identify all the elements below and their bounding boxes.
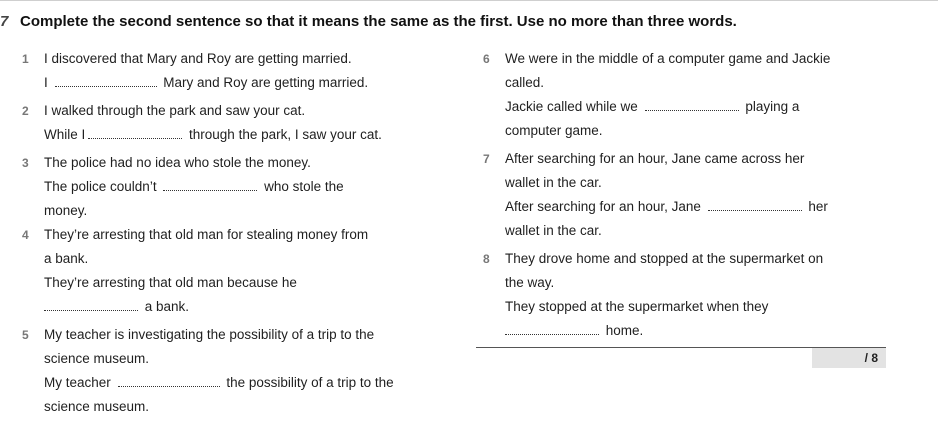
item-number: 5	[22, 328, 29, 342]
left-column	[22, 47, 442, 419]
second-sentence: They’re arresting that old man because he	[44, 275, 297, 290]
second-sentence-continued	[505, 319, 893, 343]
first-sentence-continued: wallet in the car.	[505, 175, 602, 190]
item-number: 8	[483, 252, 490, 266]
answer-blank[interactable]	[118, 373, 220, 387]
second-sentence-continued: wallet in the car.	[505, 223, 602, 238]
second-sentence: They stopped at the supermarket when they	[505, 299, 769, 314]
sentence-end: through the park, I saw your cat.	[189, 127, 382, 142]
first-sentence: The police had no idea who stole the money.	[44, 155, 311, 170]
first-sentence-continued: science museum.	[44, 351, 150, 366]
sentence-end: Mary and Roy are getting married.	[163, 75, 369, 90]
sentence-end: home.	[605, 323, 644, 338]
sentence-start: While I	[44, 127, 86, 142]
sentence-end: a bank.	[144, 299, 190, 314]
item-number: 2	[22, 104, 29, 118]
right-column	[483, 47, 893, 343]
second-sentence	[505, 195, 893, 219]
sentence-end: who stole the	[264, 179, 344, 194]
first-sentence: I discovered that Mary and Roy are getting married.	[44, 51, 352, 66]
first-sentence-continued: a bank.	[44, 251, 89, 266]
exercise-item-4	[22, 223, 442, 319]
exercise-item-5	[22, 323, 442, 419]
item-number: 3	[22, 156, 29, 170]
second-sentence-continued: science museum.	[44, 399, 150, 414]
second-sentence	[44, 123, 442, 147]
answer-blank[interactable]	[44, 297, 138, 311]
second-sentence	[44, 71, 442, 95]
sentence-end: the possibility of a trip to the	[226, 375, 394, 390]
exercise-item-2	[22, 99, 442, 147]
score-box: / 8	[812, 348, 886, 368]
answer-blank[interactable]	[645, 97, 739, 111]
sentence-start: After searching for an hour, Jane	[505, 199, 701, 214]
first-sentence: They’re arresting that old man for stealing money from	[44, 227, 369, 242]
second-sentence-continued: computer game.	[505, 123, 603, 138]
answer-blank[interactable]	[55, 73, 157, 87]
item-number: 6	[483, 52, 490, 66]
first-sentence-continued: called.	[505, 75, 545, 90]
exercise-item-6	[483, 47, 893, 143]
sentence-start: The police couldn’t	[44, 179, 157, 194]
top-divider	[0, 0, 938, 1]
second-sentence	[44, 175, 442, 199]
first-sentence: After searching for an hour, Jane came across her	[505, 151, 805, 166]
exercise-item-8	[483, 247, 893, 343]
answer-blank[interactable]	[88, 125, 182, 139]
second-sentence-continued: money.	[44, 203, 88, 218]
second-sentence-continued	[44, 295, 442, 319]
first-sentence-continued: the way.	[505, 275, 555, 290]
sentence-start: Jackie called while we	[505, 99, 638, 114]
second-sentence	[44, 371, 442, 395]
exercise-item-3	[22, 151, 442, 223]
sentence-start: My teacher	[44, 375, 111, 390]
exercise-item-1	[22, 47, 442, 95]
sentence-end: playing a	[745, 99, 800, 114]
first-sentence: My teacher is investigating the possibility of a trip to the	[44, 327, 375, 342]
exercise-item-7	[483, 147, 893, 243]
item-number: 7	[483, 152, 490, 166]
second-sentence	[505, 95, 893, 119]
first-sentence: We were in the middle of a computer game and Jackie	[505, 51, 831, 66]
answer-blank[interactable]	[163, 177, 257, 191]
sentence-start: I	[44, 75, 48, 90]
exercise-number: 7	[0, 13, 9, 30]
answer-blank[interactable]	[708, 197, 802, 211]
first-sentence: I walked through the park and saw your cat.	[44, 103, 306, 118]
first-sentence: They drove home and stopped at the supermarket on	[505, 251, 824, 266]
sentence-end: her	[808, 199, 828, 214]
exercise-instruction: Complete the second sentence so that it means the same as the first. Use no more than three words.	[20, 13, 737, 30]
item-number: 1	[22, 52, 29, 66]
answer-blank[interactable]	[505, 321, 599, 335]
item-number: 4	[22, 228, 29, 242]
